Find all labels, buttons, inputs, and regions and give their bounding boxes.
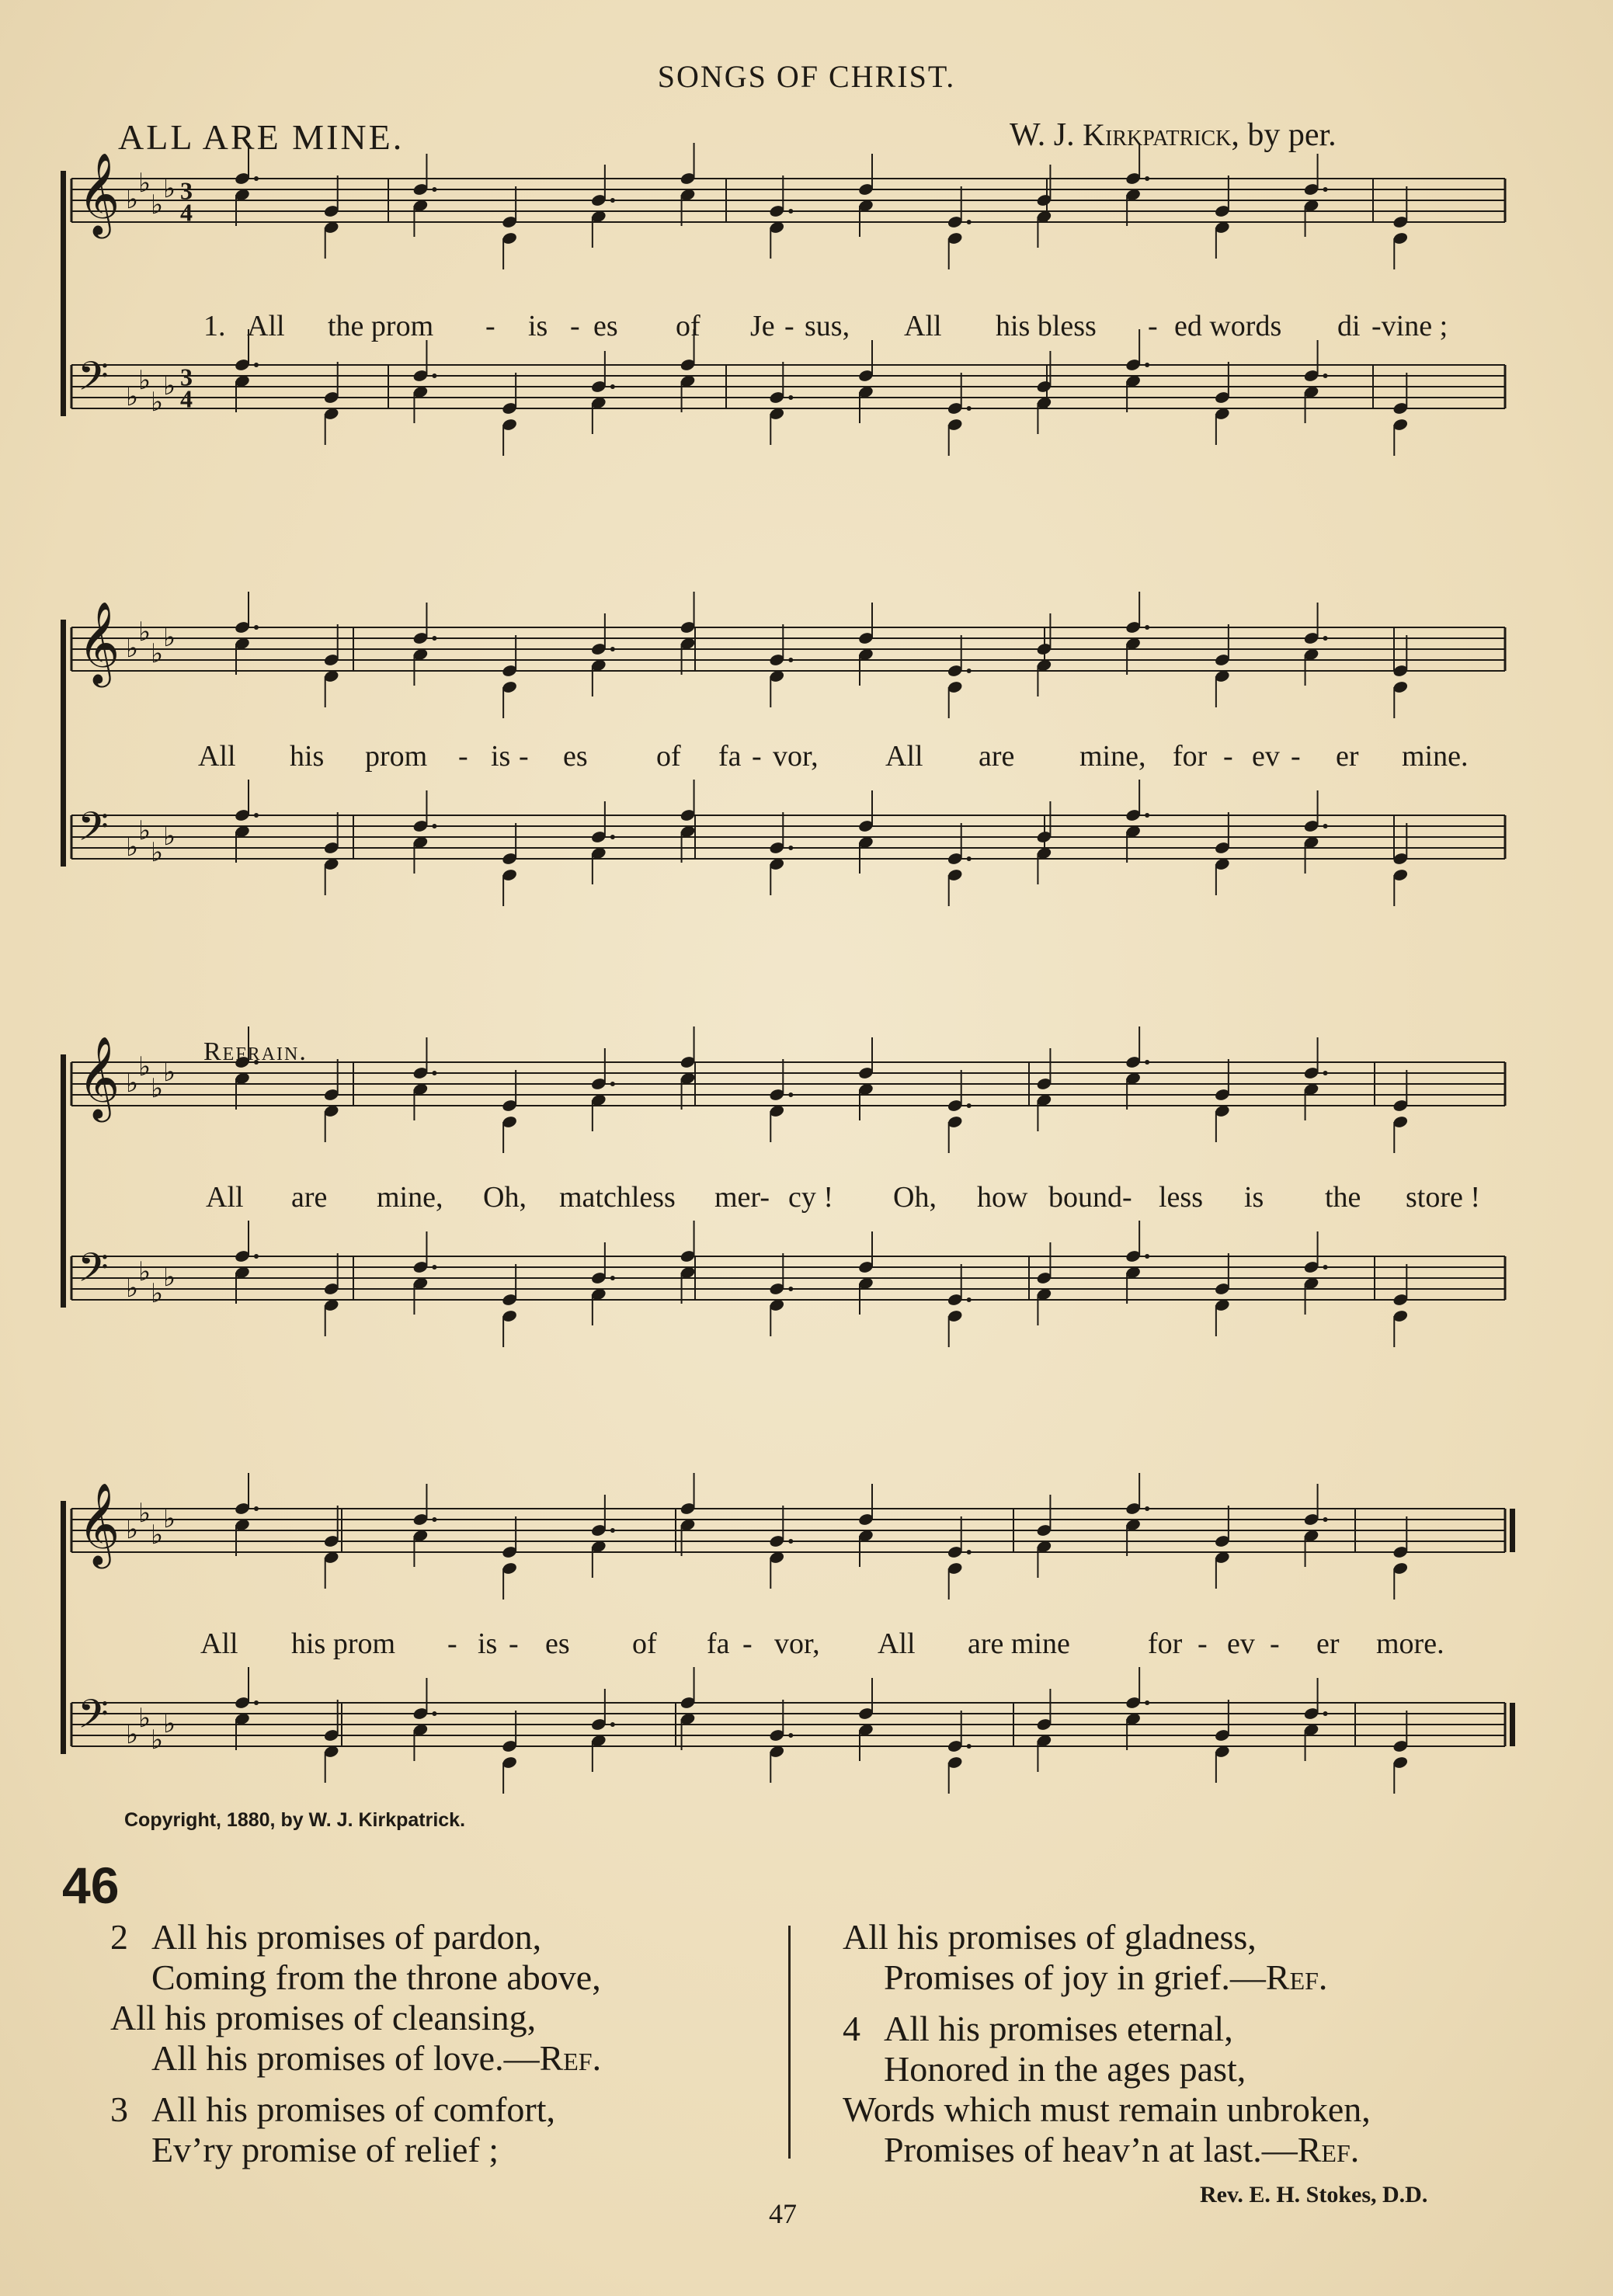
flat-sign: ♭ bbox=[163, 1262, 176, 1293]
flat-sign: ♭ bbox=[151, 837, 164, 868]
system-bracket bbox=[61, 1501, 66, 1754]
flat-sign: ♭ bbox=[126, 1068, 139, 1099]
dot bbox=[967, 406, 972, 411]
stanza-line-ref bbox=[151, 2037, 601, 2079]
dot bbox=[788, 1539, 793, 1544]
lyric-syllable: store ! bbox=[1406, 1181, 1481, 1214]
lyric-syllable: is bbox=[528, 310, 548, 342]
flat-sign: ♭ bbox=[163, 370, 176, 401]
lyric-syllable: - bbox=[458, 740, 468, 773]
system-bracket bbox=[61, 171, 66, 416]
stanza-line: All his promises of cleansing, bbox=[110, 1998, 537, 2037]
lyric-syllable: cy ! bbox=[788, 1181, 834, 1214]
lyric-syllable: - bbox=[447, 1627, 457, 1660]
lyric-syllable: es bbox=[563, 740, 588, 773]
dot bbox=[1145, 813, 1149, 818]
lyric-syllable: er bbox=[1336, 740, 1359, 773]
stanza-number: 3 bbox=[110, 2089, 128, 2129]
lyric-syllable: All bbox=[247, 310, 285, 342]
lyric-syllable: is bbox=[491, 740, 511, 773]
dot bbox=[610, 198, 615, 203]
lyric-syllable: - bbox=[1291, 740, 1301, 773]
dot bbox=[1145, 1060, 1149, 1065]
lyric-syllable: All bbox=[206, 1181, 244, 1214]
dot bbox=[788, 1287, 793, 1291]
stanza-line-text: Promises of joy in grief.— bbox=[884, 1957, 1266, 1997]
lyric-syllable: the bbox=[1325, 1181, 1361, 1214]
lyric-syllable: of bbox=[656, 740, 681, 773]
dot bbox=[967, 1744, 972, 1749]
lyric-syllable: Oh, bbox=[893, 1181, 937, 1214]
flat-sign: ♭ bbox=[126, 633, 139, 664]
dot bbox=[788, 1092, 793, 1097]
lyric-syllable: is bbox=[1244, 1181, 1264, 1214]
stanza-line-ref bbox=[884, 1957, 1327, 1998]
stanza-line: All his promises of comfort, bbox=[151, 2089, 555, 2129]
time-signature-bottom: 4 bbox=[180, 384, 193, 413]
dot bbox=[1145, 363, 1149, 367]
dot bbox=[1145, 1700, 1149, 1705]
treble-clef: 𝄞 bbox=[78, 1481, 120, 1565]
lyric-syllable: Je bbox=[750, 310, 775, 342]
dot bbox=[967, 1103, 972, 1108]
dot bbox=[254, 813, 259, 818]
lyric-syllable: er bbox=[1316, 1627, 1340, 1660]
dot bbox=[967, 220, 972, 224]
lyric-syllable: Oh, bbox=[483, 1181, 527, 1214]
composer-initials: W. J. bbox=[1010, 117, 1083, 153]
text-author: Rev. E. H. Stokes, D.D. bbox=[1200, 2182, 1428, 2207]
lyric-syllable: All bbox=[904, 310, 942, 342]
flat-sign: ♭ bbox=[126, 1719, 139, 1750]
treble-clef: 𝄞 bbox=[78, 151, 120, 235]
final-barline bbox=[1510, 1703, 1515, 1746]
dot bbox=[1145, 625, 1149, 630]
time-signature-bottom: 4 bbox=[180, 198, 193, 227]
dot bbox=[1145, 1254, 1149, 1259]
dot bbox=[788, 1733, 793, 1738]
stanza-line: All his promises eternal, bbox=[884, 2009, 1233, 2048]
refrain-label: Refrain. bbox=[203, 1037, 308, 1066]
dot bbox=[788, 846, 793, 850]
flat-sign: ♭ bbox=[138, 1051, 151, 1082]
refrain-cue: Ref. bbox=[1265, 1957, 1328, 1997]
stanza-line: Coming from the throne above, bbox=[151, 1957, 601, 1997]
dot bbox=[610, 1276, 615, 1280]
composer-suffix: , by per. bbox=[1231, 117, 1337, 153]
dot bbox=[1323, 824, 1328, 828]
dot bbox=[1323, 187, 1328, 192]
lyric-syllable: - bbox=[1198, 1627, 1208, 1660]
lyric-syllable: mine, bbox=[377, 1181, 443, 1214]
bass-clef: 𝄢 bbox=[78, 353, 109, 409]
lyric-syllable: fa bbox=[707, 1627, 730, 1660]
flat-sign: ♭ bbox=[138, 1256, 151, 1287]
dot bbox=[254, 176, 259, 181]
flat-sign: ♭ bbox=[151, 1520, 164, 1551]
dot bbox=[788, 209, 793, 214]
dot bbox=[432, 1711, 436, 1716]
flat-sign: ♭ bbox=[138, 617, 151, 648]
dot bbox=[1323, 1711, 1328, 1716]
dot bbox=[788, 395, 793, 400]
lyric-syllable: the prom bbox=[328, 310, 434, 342]
lyric-syllable: bound- bbox=[1048, 1181, 1132, 1214]
lyric-syllable: - bbox=[509, 1627, 519, 1660]
lyric-syllable: -vine ; bbox=[1371, 310, 1448, 342]
verse-number: 1. bbox=[203, 310, 226, 342]
flat-sign: ♭ bbox=[151, 189, 164, 221]
lyric-syllable: fa bbox=[718, 740, 742, 773]
dot bbox=[967, 669, 972, 673]
bass-clef: 𝄢 bbox=[78, 803, 109, 860]
stanza-line: Words which must remain unbroken, bbox=[843, 2089, 1371, 2129]
dot bbox=[432, 187, 436, 192]
lyric-syllable: - bbox=[742, 1627, 753, 1660]
flat-sign: ♭ bbox=[138, 1498, 151, 1529]
dot bbox=[254, 363, 259, 367]
lyric-syllable: of bbox=[676, 310, 700, 342]
flat-sign: ♭ bbox=[163, 1708, 176, 1739]
dot bbox=[967, 856, 972, 861]
lyric-syllable: vor, bbox=[773, 740, 819, 773]
lyric-syllable: for bbox=[1173, 740, 1208, 773]
time-signature-top: 3 bbox=[180, 363, 193, 391]
dot bbox=[254, 1254, 259, 1259]
page-number: 47 bbox=[769, 2198, 797, 2229]
dot bbox=[432, 636, 436, 641]
stanza-line-ref bbox=[884, 2129, 1359, 2170]
dot bbox=[432, 373, 436, 378]
flat-sign: ♭ bbox=[151, 1278, 164, 1309]
refrain-cue: Ref. bbox=[539, 2038, 602, 2078]
dot bbox=[610, 384, 615, 389]
time-signature-top: 3 bbox=[180, 176, 193, 205]
stanza-line-text: All his promises of love.— bbox=[151, 2038, 540, 2078]
lyric-syllable: for bbox=[1148, 1627, 1183, 1660]
dot bbox=[432, 1265, 436, 1270]
flat-sign: ♭ bbox=[138, 1703, 151, 1734]
flat-sign: ♭ bbox=[163, 1503, 176, 1534]
lyric-syllable: - bbox=[1148, 310, 1158, 342]
lyric-syllable: - bbox=[519, 740, 529, 773]
flat-sign: ♭ bbox=[163, 1057, 176, 1088]
dot bbox=[610, 1082, 615, 1086]
flat-sign: ♭ bbox=[163, 622, 176, 653]
flat-sign: ♭ bbox=[126, 381, 139, 412]
lyric-syllable: - bbox=[570, 310, 580, 342]
flat-sign: ♭ bbox=[126, 1514, 139, 1545]
flat-sign: ♭ bbox=[138, 168, 151, 199]
dot bbox=[967, 1297, 972, 1302]
stanza-line: Ev’ry promise of relief ; bbox=[151, 2130, 499, 2169]
stanza-line: All his promises of gladness, bbox=[843, 1917, 1257, 1957]
lyric-syllable: matchless bbox=[559, 1181, 676, 1214]
lyric-syllable: All bbox=[200, 1627, 238, 1660]
lyric-syllable: ev bbox=[1227, 1627, 1255, 1660]
dot bbox=[254, 625, 259, 630]
system-bracket bbox=[61, 1054, 66, 1308]
lyric-syllable: vor, bbox=[774, 1627, 820, 1660]
lyric-syllable: his bbox=[290, 740, 325, 773]
lyric-syllable: ev bbox=[1252, 740, 1280, 773]
lyric-syllable: - bbox=[485, 310, 495, 342]
dot bbox=[432, 1517, 436, 1522]
flat-sign: ♭ bbox=[151, 1725, 164, 1756]
lyric-syllable: mine, bbox=[1079, 740, 1146, 773]
lyric-syllable: prom bbox=[365, 740, 428, 773]
lyric-syllable: ed words bbox=[1174, 310, 1282, 342]
lyric-syllable: his prom bbox=[291, 1627, 396, 1660]
lyric-syllable: es bbox=[545, 1627, 570, 1660]
hymn-number: 46 bbox=[62, 1857, 120, 1914]
flat-sign: ♭ bbox=[151, 638, 164, 669]
lyric-syllable: are mine bbox=[968, 1627, 1070, 1660]
lyric-syllable: - bbox=[784, 310, 794, 342]
lyric-syllable: how bbox=[977, 1181, 1028, 1214]
dot bbox=[610, 1722, 615, 1727]
lyric-syllable: are bbox=[979, 740, 1015, 773]
flat-sign: ♭ bbox=[163, 173, 176, 204]
stanza-line: All his promises of pardon, bbox=[151, 1917, 542, 1957]
dot bbox=[1145, 176, 1149, 181]
stanza-line: Honored in the ages past, bbox=[884, 2049, 1246, 2089]
dot bbox=[1323, 373, 1328, 378]
lyric-syllable: are bbox=[291, 1181, 328, 1214]
treble-clef: 𝄞 bbox=[78, 1035, 120, 1119]
flat-sign: ♭ bbox=[126, 832, 139, 863]
composer-name: Kirkpatrick bbox=[1083, 117, 1232, 152]
lyric-syllable: All bbox=[878, 1627, 916, 1660]
lyric-syllable: All bbox=[198, 740, 236, 773]
flat-sign: ♭ bbox=[151, 1073, 164, 1104]
lyric-syllable: more. bbox=[1376, 1627, 1444, 1660]
treble-clef: 𝄞 bbox=[78, 600, 120, 684]
dot bbox=[1323, 1071, 1328, 1075]
lyric-syllable: - bbox=[1223, 740, 1233, 773]
bass-clef: 𝄢 bbox=[78, 1244, 109, 1301]
lyric-syllable: - bbox=[752, 740, 762, 773]
lyric-syllable: of bbox=[632, 1627, 657, 1660]
lyric-syllable: es bbox=[593, 310, 618, 342]
lyric-syllable: mine. bbox=[1402, 740, 1469, 773]
lyric-syllable: di bbox=[1337, 310, 1361, 342]
dot bbox=[1323, 1265, 1328, 1270]
lyric-syllable: is bbox=[478, 1627, 498, 1660]
final-barline bbox=[1510, 1509, 1515, 1552]
copyright-notice: Copyright, 1880, by W. J. Kirkpatrick. bbox=[124, 1809, 466, 1831]
dot bbox=[1323, 1517, 1328, 1522]
dot bbox=[432, 1071, 436, 1075]
flat-sign: ♭ bbox=[138, 365, 151, 396]
system-bracket bbox=[61, 620, 66, 867]
dot bbox=[254, 1700, 259, 1705]
lyric-syllable: - bbox=[1270, 1627, 1280, 1660]
hymn-title: ALL ARE MINE. bbox=[118, 117, 405, 157]
dot bbox=[610, 1528, 615, 1533]
column-divider bbox=[788, 1926, 791, 2159]
dot bbox=[788, 658, 793, 662]
dot bbox=[1323, 636, 1328, 641]
refrain-cue: Ref. bbox=[1297, 2130, 1360, 2169]
lyric-syllable: his bless bbox=[996, 310, 1097, 342]
stanza-number: 2 bbox=[110, 1917, 128, 1957]
lyric-syllable: sus, bbox=[805, 310, 850, 342]
flat-sign: ♭ bbox=[126, 1273, 139, 1304]
flat-sign: ♭ bbox=[138, 815, 151, 846]
flat-sign: ♭ bbox=[163, 821, 176, 852]
lyric-syllable: All bbox=[885, 740, 923, 773]
stanza-line-text: Promises of heav’n at last.— bbox=[884, 2130, 1298, 2169]
bass-clef: 𝄢 bbox=[78, 1690, 109, 1747]
dot bbox=[432, 824, 436, 828]
running-header: SONGS OF CHRIST. bbox=[657, 59, 956, 94]
flat-sign: ♭ bbox=[126, 184, 139, 215]
dot bbox=[610, 647, 615, 651]
lyric-syllable: mer- bbox=[714, 1181, 770, 1214]
flat-sign: ♭ bbox=[151, 387, 164, 418]
stanza-number: 4 bbox=[843, 2009, 860, 2048]
dot bbox=[967, 1550, 972, 1554]
lyric-syllable: less bbox=[1159, 1181, 1203, 1214]
dot bbox=[1145, 1506, 1149, 1511]
dot bbox=[610, 835, 615, 839]
dot bbox=[254, 1506, 259, 1511]
